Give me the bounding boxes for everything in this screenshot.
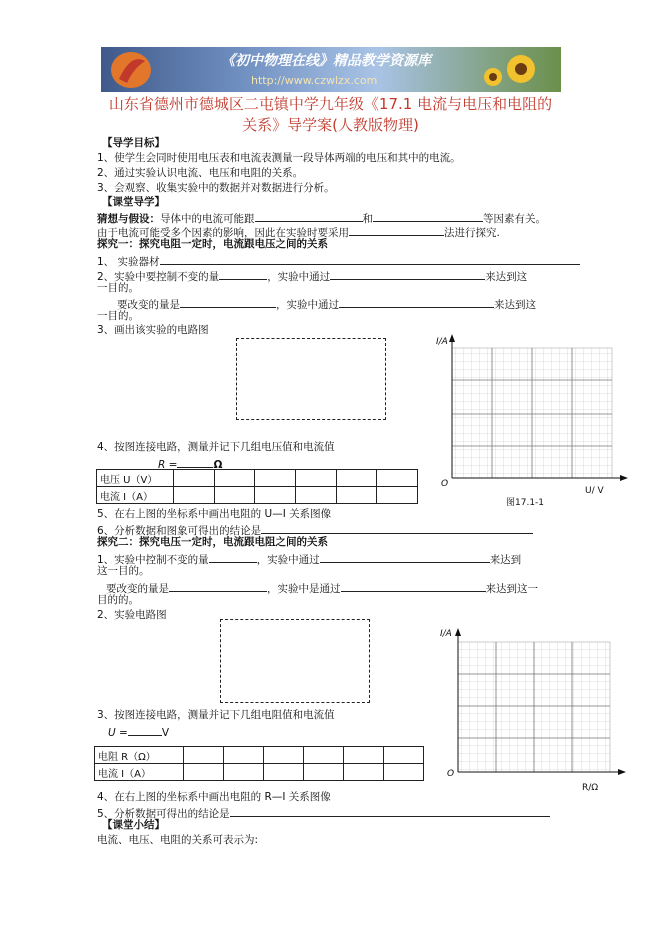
blank[interactable] — [128, 724, 162, 736]
blank[interactable] — [339, 296, 494, 308]
explore1-q2-cont2: 一目的。 — [97, 310, 139, 322]
table-cell[interactable] — [174, 470, 215, 487]
explore1-q2-change: 要改变的量是 ，实验中通过 来达到这 — [117, 296, 536, 312]
table-cell[interactable] — [224, 747, 264, 764]
blank[interactable] — [255, 210, 363, 222]
table-cell[interactable] — [264, 764, 304, 781]
explore2-q1-cont2: 目的的。 — [97, 594, 139, 606]
explore2-q1: 1、实验中控制不变的量 ，实验中通过 来达到 — [97, 551, 521, 567]
table-cell[interactable] — [377, 487, 418, 504]
guess-line1: 猜想与假设：导体中的电流可能跟 和 等因素有关。 — [97, 210, 546, 226]
blank[interactable] — [209, 551, 257, 563]
explore2-q1-change: 要改变的量是 ，实验中是通过 来达到这一 — [106, 580, 538, 596]
explore1-q5: 5、在右上图的坐标系中画出电阻的 U—I 关系图像 — [97, 508, 332, 520]
explore2-heading: 探究二：探究电压一定时，电流跟电阻之间的关系 — [97, 536, 328, 548]
table-cell[interactable] — [295, 487, 336, 504]
table-cell[interactable] — [344, 747, 384, 764]
blank[interactable] — [169, 580, 267, 592]
explore2-q3: 3、按图连接电路，测量并记下几组电阻值和电流值 — [97, 709, 335, 721]
y-axis-arrow-icon — [455, 628, 461, 636]
graph1-xlabel: U/ V — [585, 486, 604, 496]
explore2-q1-cont: 这一目的。 — [97, 565, 150, 577]
goal-item: 2、通过实验认识电流、电压和电阻的关系。 — [97, 167, 304, 179]
table-cell[interactable] — [304, 764, 344, 781]
voltage-field: U = V — [108, 724, 169, 740]
goal-item: 1、使学生会同时使用电压表和电流表测量一段导体两端的电压和其中的电流。 — [97, 152, 461, 164]
blank[interactable] — [349, 224, 444, 236]
table-cell[interactable] — [304, 747, 344, 764]
explore1-q6: 6、分析数据和图象可得出的结论是 — [97, 522, 533, 538]
guide-heading: 【课堂导学】 — [102, 196, 165, 208]
table-cell[interactable] — [174, 487, 215, 504]
explore1-q4: 4、按图连接电路，测量并记下几组电压值和电流值 — [97, 441, 335, 453]
explore1-q1: 1、 实验器材 — [97, 253, 580, 269]
summary-text: 电流、电压、电阻的关系可表示为: — [97, 834, 259, 846]
circuit-diagram-box[interactable] — [220, 619, 370, 703]
explore1-q2: 2、实验中要控制不变的量 ，实验中通过 来达到这 — [97, 268, 527, 284]
blank[interactable] — [177, 456, 213, 468]
row-header: 电阻 R（Ω） — [95, 747, 184, 764]
graph1-caption: 图17.1-1 — [506, 498, 545, 508]
table-cell[interactable] — [384, 764, 424, 781]
table-cell[interactable] — [255, 470, 296, 487]
table-cell[interactable] — [295, 470, 336, 487]
row-header: 电流 I（A） — [97, 487, 174, 504]
explore1-q2-cont: 一目的。 — [97, 282, 139, 294]
banner-title: 《初中物理在线》精品教学资源库 — [221, 53, 431, 69]
summary-heading: 【课堂小结】 — [102, 819, 165, 831]
header-banner — [101, 47, 561, 92]
graph1-origin: O — [441, 479, 449, 489]
table-cell[interactable] — [264, 747, 304, 764]
ri-graph[interactable] — [438, 626, 628, 788]
table-cell[interactable] — [184, 747, 224, 764]
table-cell[interactable] — [184, 764, 224, 781]
x-axis-arrow-icon — [618, 769, 626, 775]
graph2-xlabel: R/Ω — [582, 783, 599, 793]
blank[interactable] — [373, 210, 483, 222]
explore1-q3: 3、画出该实验的电路图 — [97, 324, 209, 336]
document-title-line1: 山东省德州市德城区二屯镇中学九年级《17.1 电流与电压和电阻的 — [108, 95, 553, 113]
table-cell[interactable] — [214, 487, 255, 504]
explore2-q2: 2、实验电路图 — [97, 609, 167, 621]
blank[interactable] — [341, 580, 486, 592]
table-cell[interactable] — [255, 487, 296, 504]
table-cell[interactable] — [377, 470, 418, 487]
blank[interactable] — [180, 296, 276, 308]
blank[interactable] — [261, 522, 533, 534]
table-cell[interactable] — [336, 487, 377, 504]
resistance-current-table — [94, 746, 424, 781]
table-cell[interactable] — [214, 470, 255, 487]
banner-url: http://www.czwlzx.com — [251, 74, 378, 87]
explore2-q4: 4、在右上图的坐标系中画出电阻的 R—I 关系图像 — [97, 791, 331, 803]
document-title-line2: 关系》导学案(人教版物理) — [242, 116, 419, 134]
table-cell[interactable] — [384, 747, 424, 764]
guess-line2: 由于电流可能受多个因素的影响，因此在实验时要采用 法进行探究. — [97, 224, 500, 240]
blank[interactable] — [330, 268, 485, 280]
blank[interactable] — [160, 253, 580, 265]
table-cell[interactable] — [224, 764, 264, 781]
blank[interactable] — [219, 268, 267, 280]
x-axis-arrow-icon — [620, 475, 628, 481]
graph2-origin: O — [447, 769, 455, 779]
circuit-diagram-box[interactable] — [236, 338, 386, 420]
graph1-ylabel: I/A — [436, 337, 448, 347]
explore1-heading: 探究一：探究电阻一定时，电流跟电压之间的关系 — [97, 238, 328, 250]
row-header: 电压 U（V） — [97, 470, 174, 487]
explore2-q5: 5、分析数据可得出的结论是 — [97, 805, 550, 821]
graph2-ylabel: I/A — [440, 629, 452, 639]
blank[interactable] — [230, 805, 550, 817]
table-cell[interactable] — [336, 470, 377, 487]
goal-item: 3、会观察、收集实验中的数据并对数据进行分析。 — [97, 182, 335, 194]
voltage-current-table — [96, 469, 418, 504]
row-header: 电流 I（A） — [95, 764, 184, 781]
blank[interactable] — [320, 551, 490, 563]
goals-heading: 【导学目标】 — [102, 137, 165, 149]
y-axis-arrow-icon — [449, 334, 455, 342]
resistance-field: R = Ω — [158, 456, 222, 472]
table-cell[interactable] — [344, 764, 384, 781]
